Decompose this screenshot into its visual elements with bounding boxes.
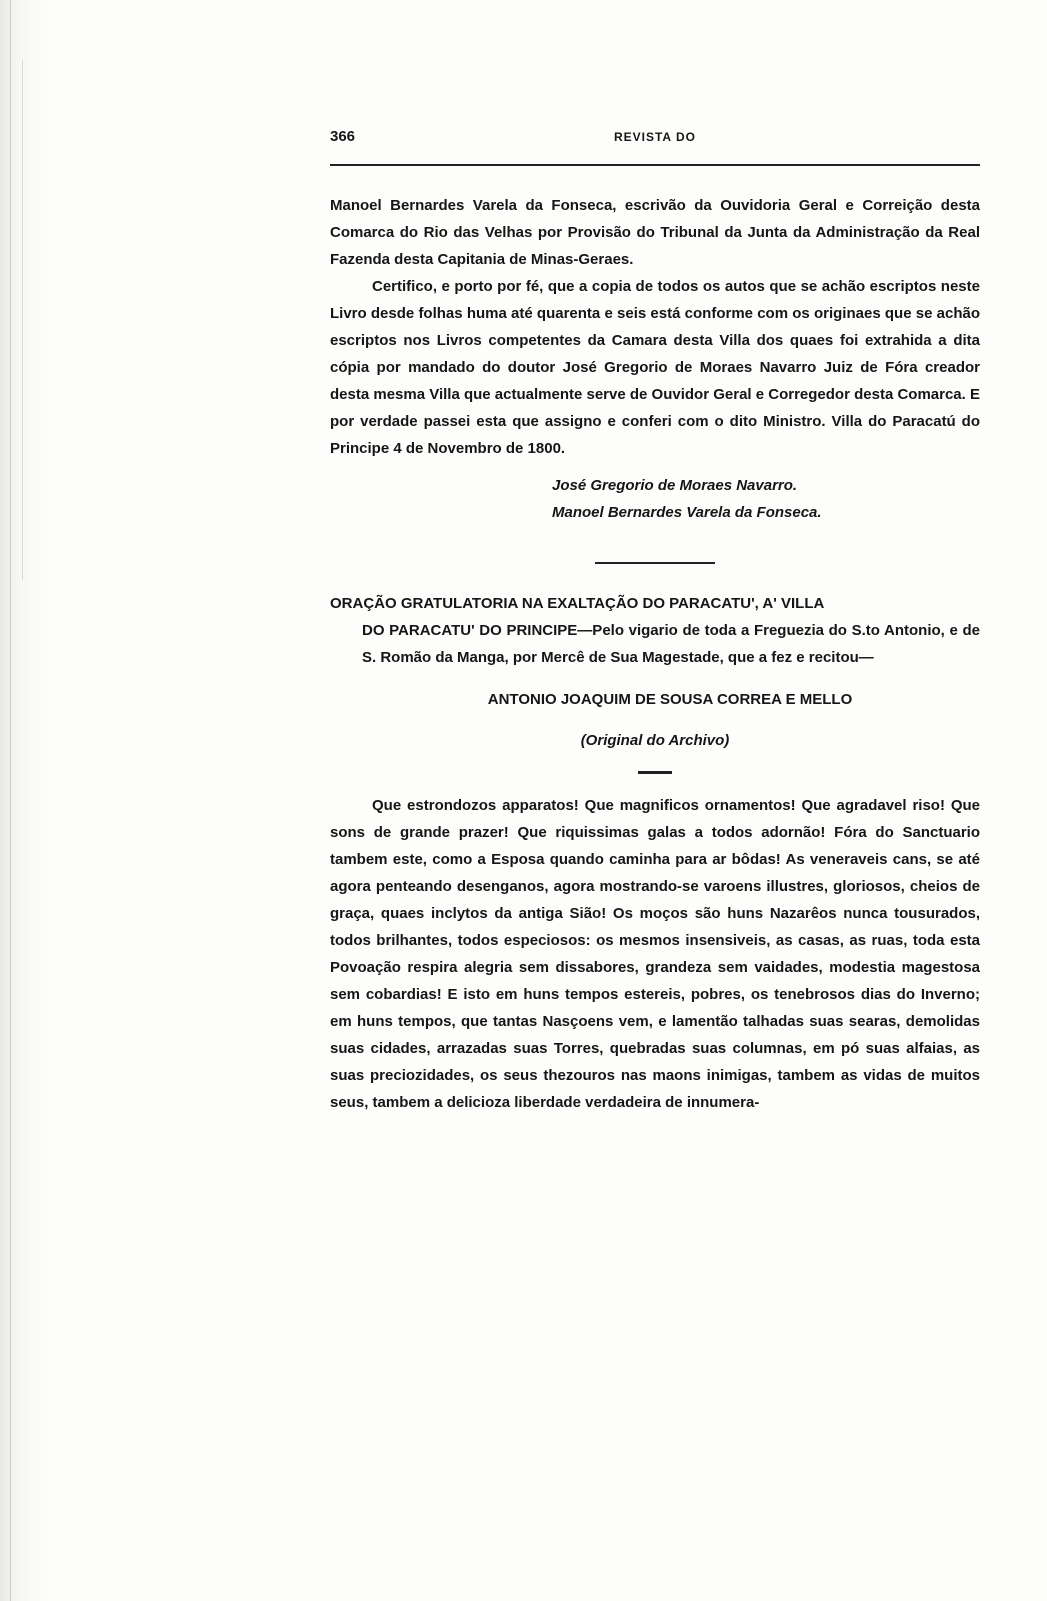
oration-title-continuation: DO PARACATU' DO PRINCIPE—Pelo vigario de toda a Freguezia do S.to Antonio, e de S. Romão da Manga, por Mercê de Sua Magestade, que a fez e recitou— [362,622,980,666]
small-divider [638,771,672,774]
running-header [330,128,980,152]
header-rule [330,164,980,166]
section-divider [595,562,715,564]
oration-title [330,590,980,671]
oration-source-note: (Original do Archivo) [580,732,730,749]
oration-body-paragraph: Que estrondozos apparatos! Que magnificos ornamentos! Que agradavel riso! Que sons de grande prazer! Que riquissimas galas a todos adornão! Fóra do Sanctuario tambem este, como a Esposa quando caminha para ar bôdas! As veneraveis cans, se até agora penteando desenganos, agora mostrando-se varoens illustres, gloriosos, cheios de graça, quaes inclytos da antiga Sião! Os moços são huns Nazarêos nunca tousurados, todos brilhantes, todos especiosos: os mesmos insensiveis, as casas, as ruas, toda esta Povoação respira alegria sem dissabores, grandeza sem vaidades, modestia magestosa sem cobardias! E isto em huns tempos estereis, pobres, os tenebrosos dias do Inverno; em huns tempos, que tantas Nasçoens vem, e lamentão talhadas suas searas, demolidas suas cidades, arrazadas suas Torres, quebradas suas columnas, em pó suas alfaias, as suas preciozidades, os seus thezouros nas maons inimigas, tambem as vidas de muitos seus, tambem a delicioza liberdade verdadeira de innumera- [330,797,980,1111]
signature-judge: José Gregorio de Moraes Navarro. [552,477,798,494]
certificate-body-paragraph: Certifico, e porto por fé, que a copia de todos os autos que se achão escriptos neste Livro desde folhas huma até quarenta e seis está conforme com os originaes que se achão escriptos nos Livros competentes da Camara desta Villa dos quaes foi extrahida a dita cópia por mandado do doutor José Gregorio de Moraes Navarro Juiz de Fóra creador desta mesma Villa que actualmente serve de Ouvidor Geral e Corregedor desta Comarca. E por verdade passei esta que assigno e conferi com o dito Ministro. Villa do Paracatú do Principe 4 de Novembro de 1800. [330,278,980,457]
running-title: REVISTA DO [613,130,696,144]
oration-title-line1: ORAÇÃO GRATULATORIA NA EXALTAÇÃO DO PARACATU', A' VILLA [330,595,825,612]
page-number: 366 [330,128,356,145]
page [330,128,980,1116]
signature-clerk: Manoel Bernardes Varela da Fonseca. [552,504,822,521]
oration-author: ANTONIO JOAQUIM DE SOUSA CORREA E MELLO [487,691,853,708]
scan-margin-shadow [0,0,48,1601]
certificate-intro-paragraph: Manoel Bernardes Varela da Fonseca, escrivão da Ouvidoria Geral e Correição desta Comarca do Rio das Velhas por Provisão do Tribunal da Junta da Administração da Real Fazenda desta Capitania de Minas-Geraes. [330,197,980,268]
